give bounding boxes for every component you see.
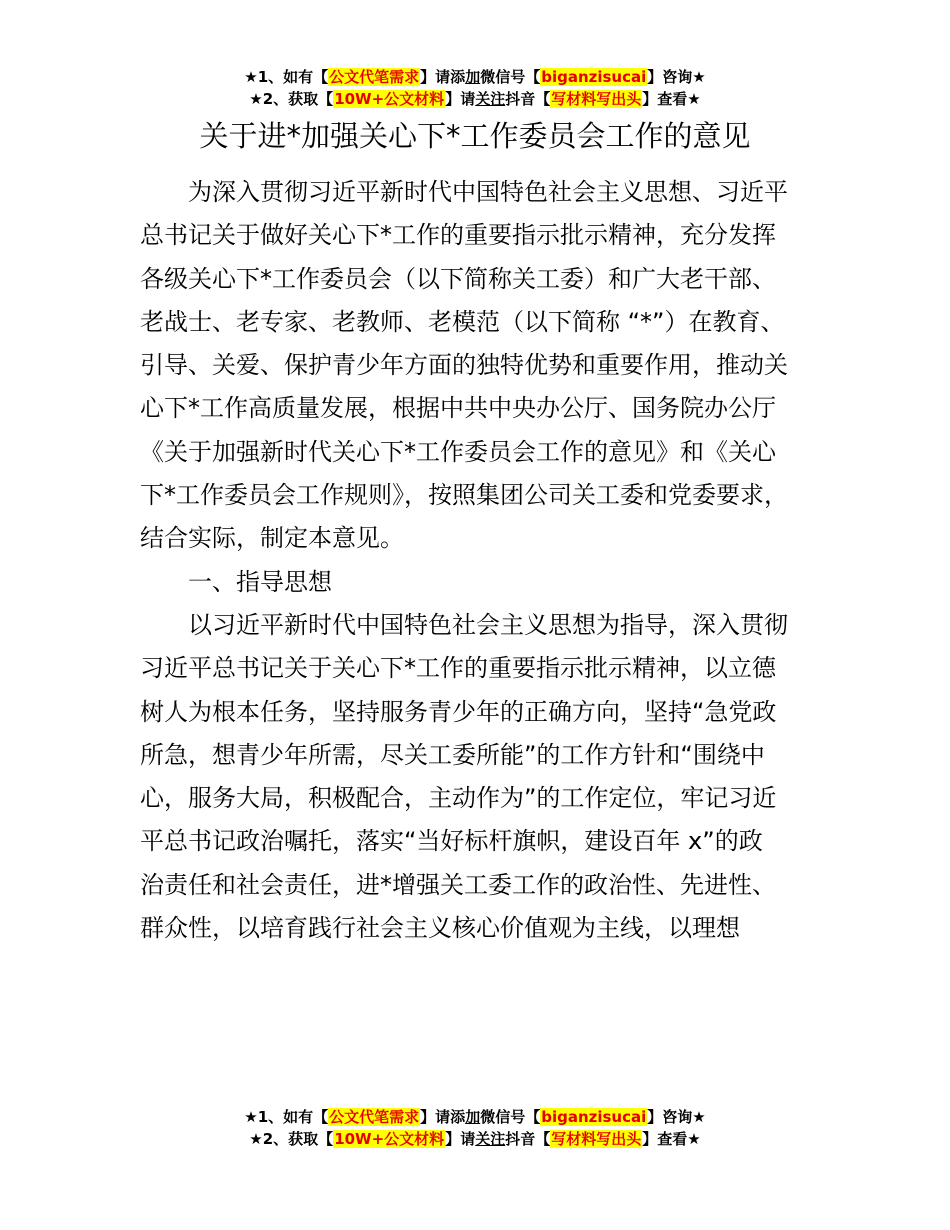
paragraph-line: 结合实际，制定本意见。 — [140, 524, 404, 553]
promo-wechat-id: biganzisucai — [541, 1108, 647, 1126]
paragraph-line: 群众性，以培育践行社会主义核心价值观为主线，以理想 — [140, 914, 740, 943]
paragraph-line: 心下*工作高质量发展，根据中共中央办公厅、国务院办公厅 — [140, 394, 776, 423]
promo-highlight: 公文代笔需求 — [329, 68, 420, 86]
paragraph-line: 总书记关于做好关心下*工作的重要指示批示精神，充分发挥 — [140, 221, 776, 250]
paragraph-line: 所急，想青少年所需，尽关工委所能”的工作方针和“围绕中 — [140, 740, 765, 769]
paragraph-line: 习近平总书记关于关心下*工作的重要指示批示精神，以立德 — [140, 654, 776, 683]
promo-highlight: 10W+公文材料 — [334, 90, 445, 108]
promo-banner-top — [0, 66, 950, 110]
document-title: 关于进*加强关心下*工作委员会工作的意见 — [199, 119, 751, 153]
promo-douyin-id: 写材料写出头 — [551, 90, 642, 108]
document-body — [140, 171, 840, 950]
promo-highlight: 10W+公文材料 — [334, 1130, 445, 1148]
paragraph-line: 《关于加强新时代关心下*工作委员会工作的意见》和《关心 — [140, 437, 776, 466]
paragraph-line: 下*工作委员会工作规则》，按照集团公司关工委和党委要求， — [140, 481, 788, 510]
paragraph-line: 平总书记政治嘱托，落实“当好标杆旗帜，建设百年 x”的政 — [140, 827, 763, 856]
paragraph-line: 老战士、老专家、老教师、老模范（以下简称 “*”）在教育、 — [140, 307, 785, 336]
paragraph-line: 心，服务大局，积极配合，主动作为”的工作定位，牢记习近 — [140, 784, 777, 813]
paragraph-line: 为深入贯彻习近平新时代中国特色社会主义思想、习近平 — [188, 178, 788, 206]
paragraph-line: 以习近平新时代中国特色社会主义思想为指导，深入贯彻 — [188, 610, 788, 639]
promo-line-2: ★2、获取【10W+公文材料】请关注抖音【写材料写出头】查看★ — [249, 90, 701, 108]
section-heading: 一、指导思想 — [188, 567, 332, 596]
paragraph-line: 各级关心下*工作委员会（以下简称关工委）和广大老干部、 — [140, 264, 776, 293]
paragraph-line: 治责任和社会责任，进*增强关工委工作的政治性、先进性、 — [140, 870, 776, 899]
paragraph-line: 树人为根本任务，坚持服务青少年的正确方向，坚持“急党政 — [140, 697, 777, 726]
promo-line-1: ★1、如有【公文代笔需求】请添加微信号【biganzisucai】咨询★ — [244, 1108, 706, 1126]
promo-line-1: ★1、如有【公文代笔需求】请添加微信号【biganzisucai】咨询★ — [244, 68, 706, 86]
promo-wechat-id: biganzisucai — [541, 68, 647, 86]
promo-banner-bottom — [0, 1106, 950, 1150]
promo-highlight: 公文代笔需求 — [329, 1108, 420, 1126]
promo-line-2: ★2、获取【10W+公文材料】请关注抖音【写材料写出头】查看★ — [249, 1130, 701, 1148]
promo-douyin-id: 写材料写出头 — [551, 1130, 642, 1148]
paragraph-line: 引导、关爱、保护青少年方面的独特优势和重要作用，推动关 — [140, 351, 788, 380]
